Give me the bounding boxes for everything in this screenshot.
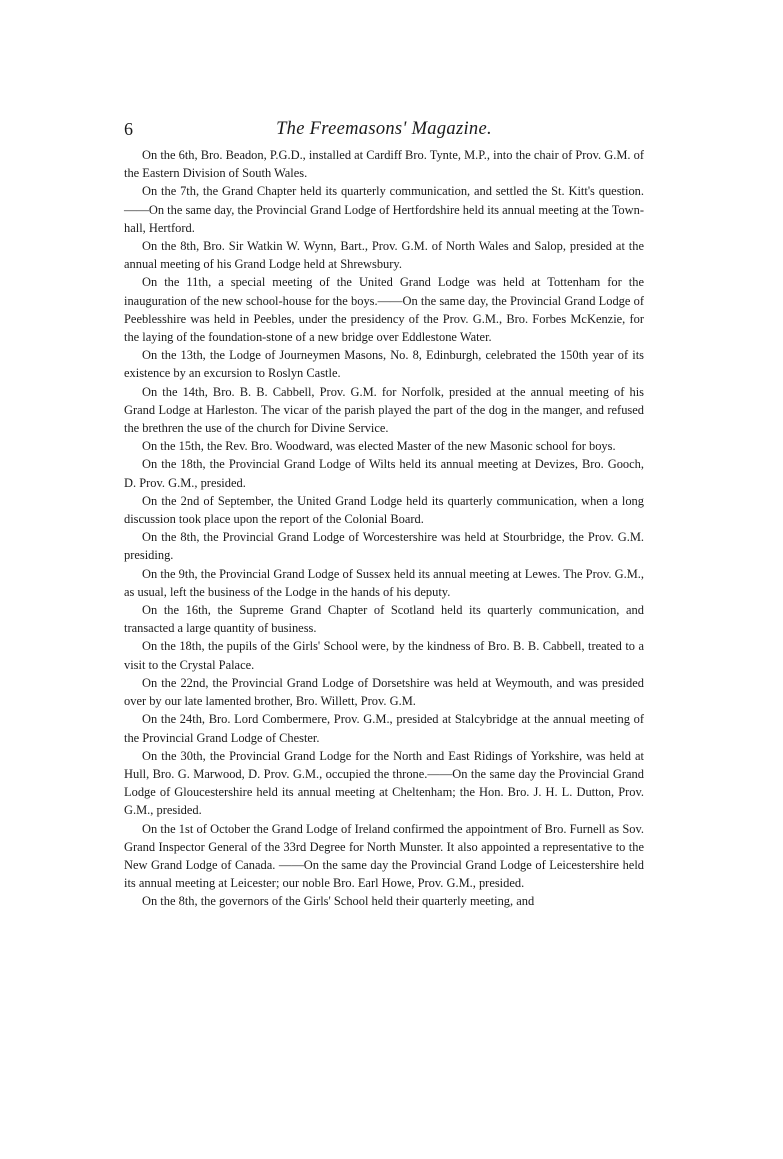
- paragraph: On the 18th, the pupils of the Girls' School were, by the kindness of Bro. B. B. Cabbell, treated to a visit to the Crystal Palace.: [124, 639, 644, 672]
- paragraph: On the 14th, Bro. B. B. Cabbell, Prov. G.M. for Norfolk, presided at the annual meeting of his Grand Lodge at Harleston. The vicar of the parish played the part of the dog in the manger, and refused the brethren the use of the church for Divine Service.: [124, 384, 644, 436]
- running-title: The Freemasons' Magazine.: [276, 119, 492, 139]
- page-number: 6: [124, 119, 133, 139]
- paragraph: On the 11th, a special meeting of the United Grand Lodge was held at Tottenham for the inauguration of the new school-house for the boys.——On the same day, the Provincial Grand Lodge of Peeblesshire was held in Peebles, under the presidency of the Prov. G.M., Bro. Forbes McKenzie, for the laying of the foundation-stone of a new bridge over Eddlestone Water.: [124, 275, 644, 345]
- paragraph: On the 8th, the governors of the Girls' School held their quarterly meeting, and: [142, 894, 535, 909]
- paragraph: On the 22nd, the Provincial Grand Lodge of Dorsetshire was held at Weymouth, and was presided over by our late lamented brother, Bro. Willett, Prov. G.M.: [124, 675, 644, 709]
- paragraph: On the 1st of October the Grand Lodge of Ireland confirmed the appointment of Bro. Furnell as Sov. Grand Inspector General of the 33rd Degree for North Munster. It also appointed a representative to the New Grand Lodge of Canada. ——On the same day the Provincial Grand Lodge of Leicestershire held its annual meeting at Leicester; our noble Bro. Earl Howe, Prov. G.M., presided.: [124, 821, 644, 891]
- paragraph: On the 13th, the Lodge of Journeymen Masons, No. 8, Edinburgh, celebrated the 150th year of its existence by an excursion to Roslyn Castle.: [124, 348, 644, 381]
- paragraph: On the 2nd of September, the United Grand Lodge held its quarterly communication, when a long discussion took place upon the report of the Colonial Board.: [124, 493, 644, 527]
- paragraph: On the 30th, the Provincial Grand Lodge for the North and East Ridings of Yorkshire, was held at Hull, Bro. G. Marwood, D. Prov. G.M., occupied the throne.——On the same day the Provincial Grand Lodge of Gloucestershire held its annual meeting at Cheltenham; the Hon. Bro. J. H. L. Dutton, Prov. G.M., presided.: [124, 748, 644, 818]
- paragraph: On the 18th, the Provincial Grand Lodge of Wilts held its annual meeting at Devizes, Bro. Gooch, D. Prov. G.M., presided.: [124, 457, 644, 490]
- paragraph: On the 8th, Bro. Sir Watkin W. Wynn, Bart., Prov. G.M. of North Wales and Salop, presided at the annual meeting of his Grand Lodge held at Shrewsbury.: [124, 239, 644, 272]
- article-body: [124, 146, 644, 911]
- paragraph: On the 15th, the Rev. Bro. Woodward, was elected Master of the new Masonic school for boys.: [142, 439, 616, 454]
- paragraph: On the 24th, Bro. Lord Combermere, Prov. G.M., presided at Stalcybridge at the annual meeting of the Provincial Grand Lodge of Chester.: [124, 712, 644, 745]
- page-header: [124, 116, 644, 142]
- paragraph: On the 9th, the Provincial Grand Lodge of Sussex held its annual meeting at Lewes. The Prov. G.M., as usual, left the business of the Lodge in the hands of his deputy.: [124, 566, 644, 599]
- paragraph: On the 16th, the Supreme Grand Chapter of Scotland held its quarterly communication, and transacted a large quantity of business.: [124, 603, 644, 636]
- paragraph: On the 7th, the Grand Chapter held its quarterly communication, and settled the St. Kitt's question.——On the same day, the Provincial Grand Lodge of Hertfordshire held its annual meeting at the Town-hall, Hertford.: [124, 184, 644, 235]
- paragraph: On the 8th, the Provincial Grand Lodge of Worcestershire was held at Stourbridge, the Prov. G.M. presiding.: [124, 530, 644, 563]
- paragraph: On the 6th, Bro. Beadon, P.G.D., installed at Cardiff Bro. Tynte, M.P., into the chair of Prov. G.M. of the Eastern Division of South Wales.: [124, 148, 644, 181]
